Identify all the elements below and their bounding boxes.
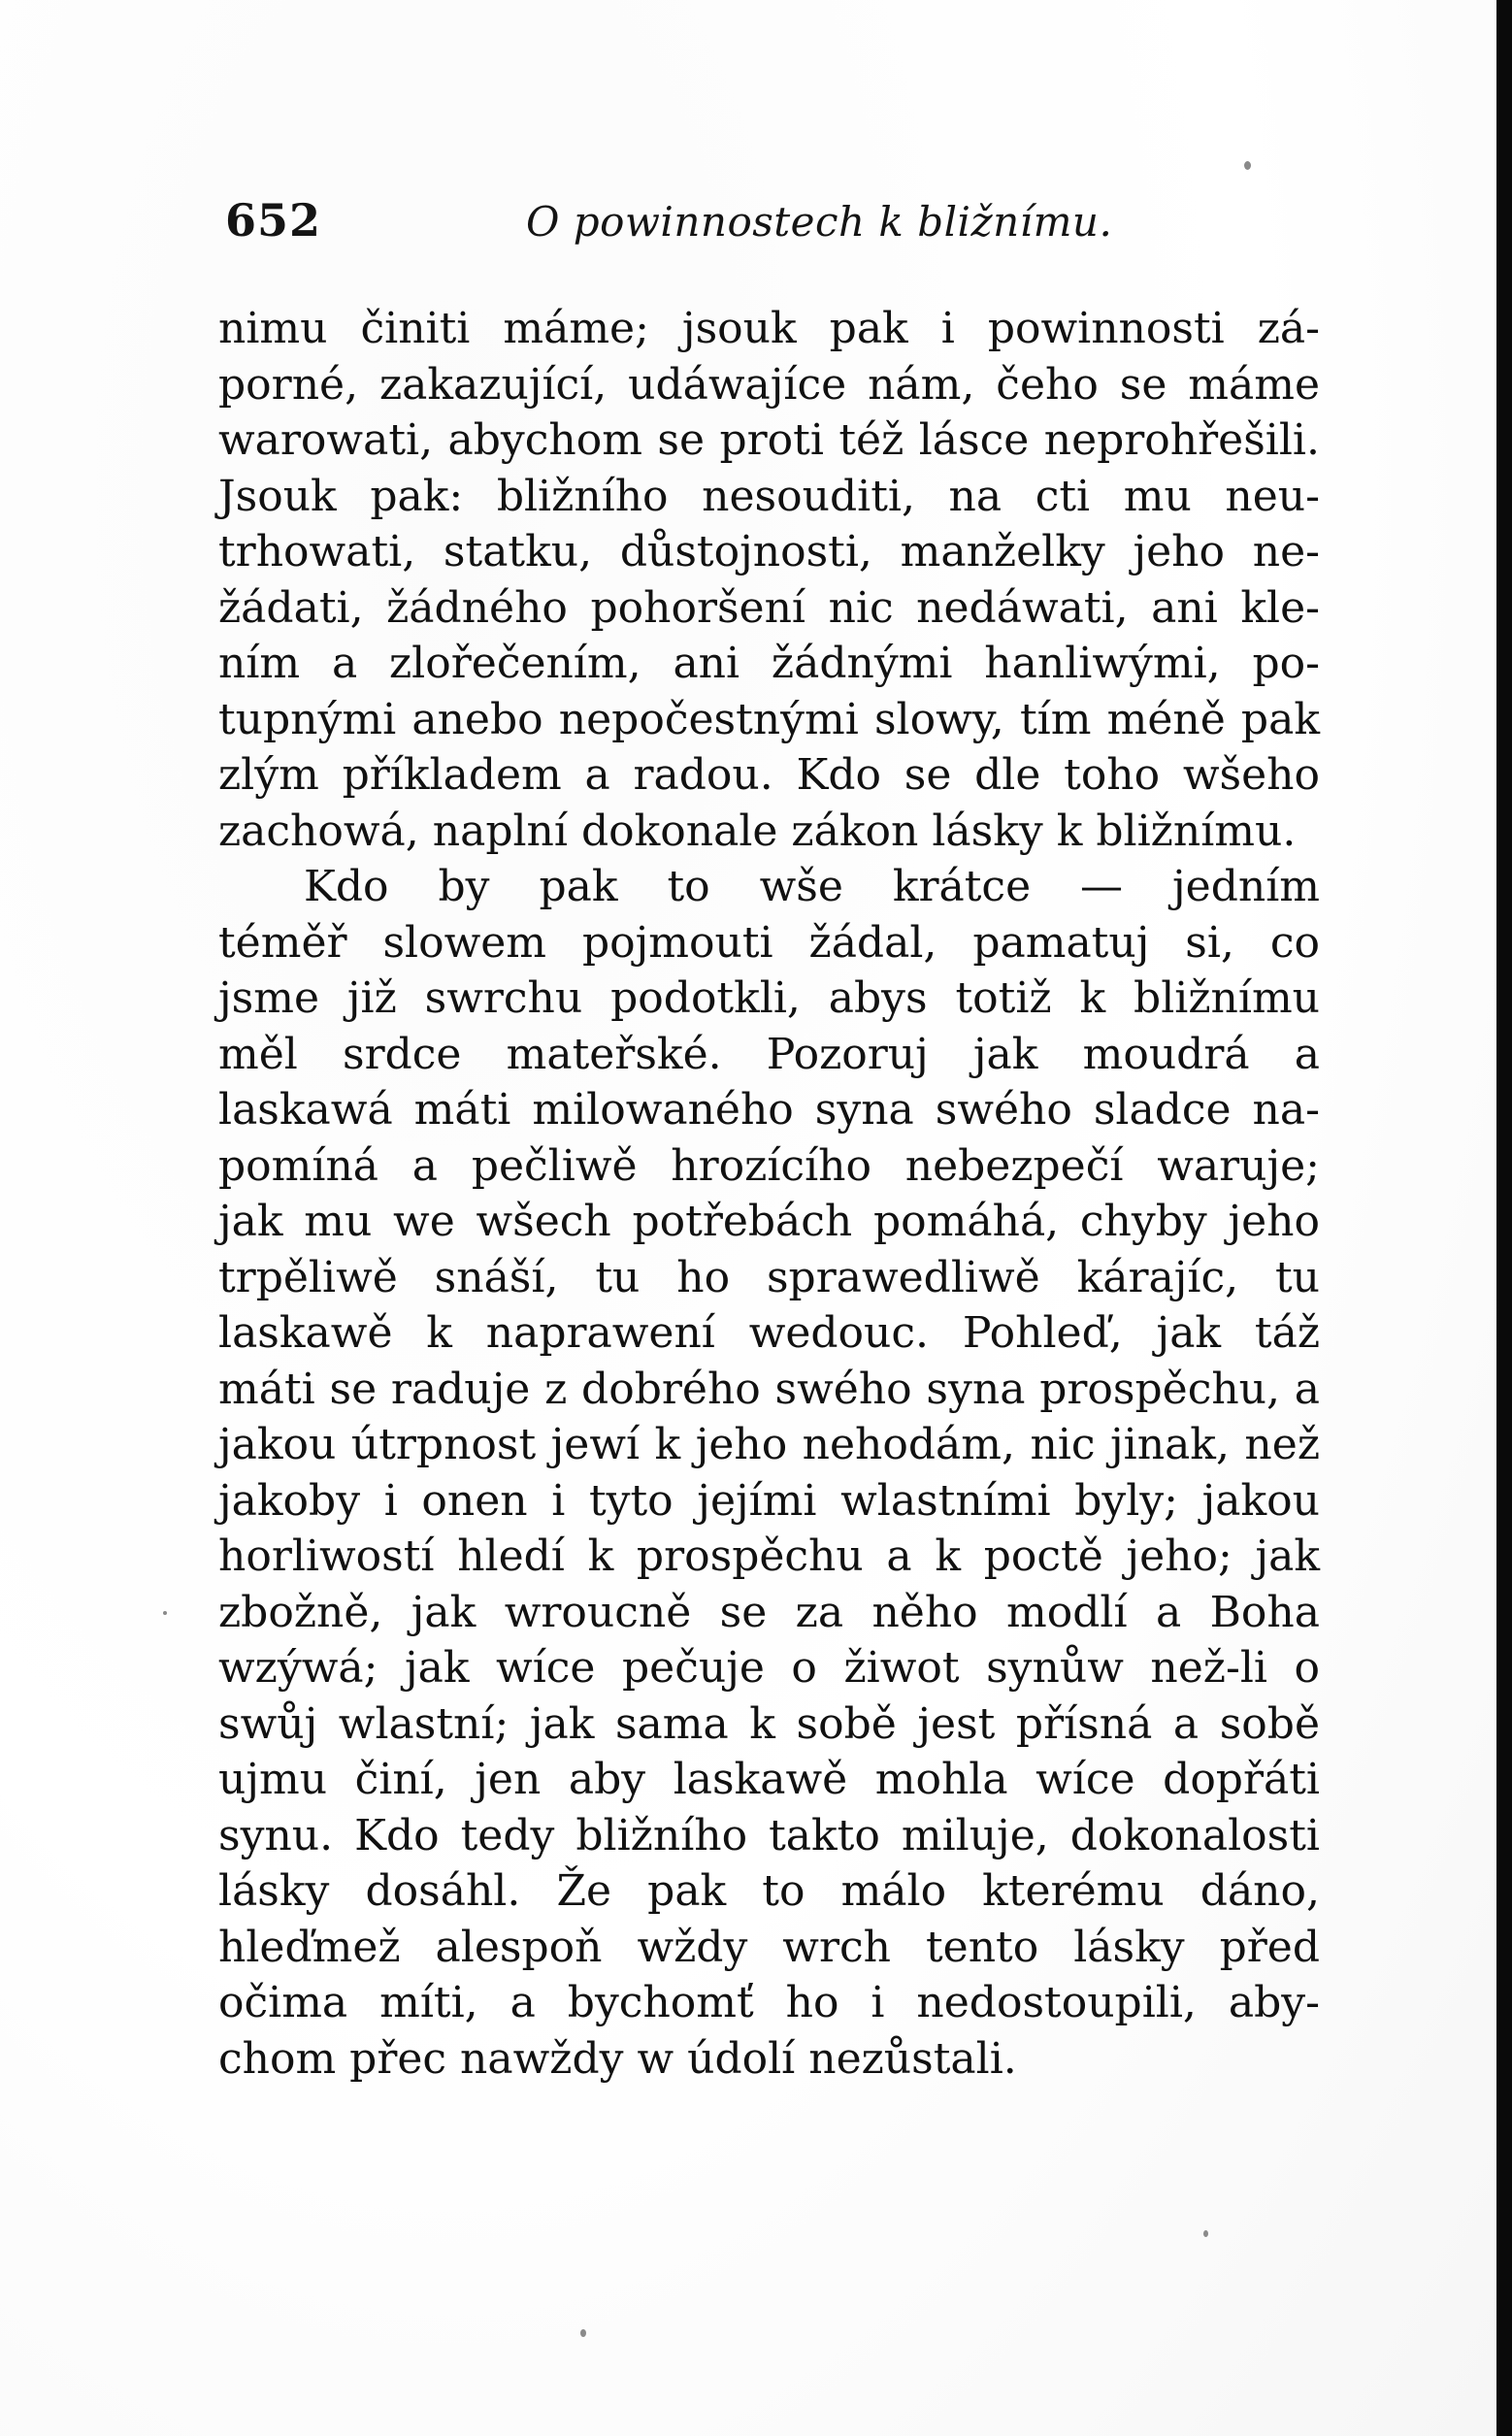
paper-speck [1244, 161, 1251, 170]
text-line: pomíná a pečliwě hrozícího nebezpečí waruje; [218, 1140, 1320, 1191]
paper-speck [580, 2329, 586, 2337]
text-line: zachowá, naplní dokonale zákon lásky k bližnímu. [218, 806, 1297, 856]
text-line: nimu činiti máme; jsouk pak i powinnosti zá- [218, 304, 1320, 353]
text-line: jak mu we wšech potřebách pomáhá, chyby jeho [218, 1197, 1320, 1246]
text-line: ujmu činí, jen aby laskawě mohla wíce dopřáti [218, 1755, 1320, 1804]
text-line: jakou útrpnost jewí k jeho nehodám, nic jinak, než [218, 1420, 1320, 1469]
text-line: swůj wlastní; jak sama k sobě jest přísná a sobě [218, 1698, 1320, 1749]
text-line: téměř slowem pojmouti žádal, pamatuj si, co [218, 917, 1320, 968]
text-line: trhowati, statku, důstojnosti, manželky jeho ne- [218, 527, 1320, 576]
page-number: 652 [225, 194, 322, 247]
text-line: máti se raduje z dobrého swého syna prospěchu, a [218, 1364, 1320, 1414]
text-line: wzýwá; jak wíce pečuje o žiwot synůw než-li o [218, 1643, 1320, 1693]
text-line: žádati, žádného pohoršení nic nedáwati, ani kle- [218, 582, 1320, 633]
text-line: tupnými anebo nepočestnými slowy, tím méně pak [218, 694, 1320, 744]
text-line: warowati, abychom se proti též lásce neprohřešili. [218, 415, 1320, 465]
text-line: očima míti, a bychomť ho i nedostoupili, aby- [218, 1978, 1320, 2027]
paper-speck [1203, 2230, 1208, 2237]
text-line: trpěliwě snáší, tu ho sprawedliwě kárajíc, tu [218, 1252, 1320, 1302]
body-text [218, 301, 1320, 2087]
text-line: horliwostí hledí k prospěchu a k poctě jeho; jak [218, 1531, 1320, 1581]
text-line: porné, zakazující, udáwajíce nám, čeho se máme [218, 359, 1320, 410]
running-head: O powinnostech k bližnímu. [526, 198, 1113, 246]
text-line: chom přec nawždy w údolí nezůstali. [218, 2033, 1017, 2084]
paper-speck [163, 1611, 167, 1615]
text-line: měl srdce mateřské. Pozoruj jak moudrá a [218, 1029, 1320, 1079]
text-line: zbožně, jak wroucně se za něho modlí a Boha [218, 1587, 1320, 1637]
text-line: ním a zlořečením, ani žádnými hanliwými, po- [218, 639, 1320, 688]
text-line: Kdo by pak to wše krátce — jedním [304, 862, 1320, 911]
text-line: laskawá máti milowaného syna swého sladce na- [218, 1085, 1320, 1135]
text-line: hleďmež alespoň wždy wrch tento lásky před [218, 1922, 1320, 1972]
text-line: laskawě k naprawení wedouc. Pohleď, jak táž [218, 1308, 1320, 1358]
text-line: jakoby i onen i tyto jejími wlastními byly; jakou [218, 1475, 1320, 1526]
text-line: zlým příkladem a radou. Kdo se dle toho wšeho [218, 750, 1320, 800]
text-line: lásky dosáhl. Že pak to málo kterému dáno, [218, 1866, 1320, 1916]
text-line: synu. Kdo tedy bližního takto miluje, dokonalosti [218, 1810, 1320, 1860]
page-header [225, 194, 1322, 252]
text-line: Jsouk pak: bližního nesouditi, na cti mu neu- [218, 471, 1320, 521]
scan-edge [1496, 0, 1512, 2436]
text-line: jsme již swrchu podotkli, abys totiž k bližnímu [218, 973, 1320, 1023]
